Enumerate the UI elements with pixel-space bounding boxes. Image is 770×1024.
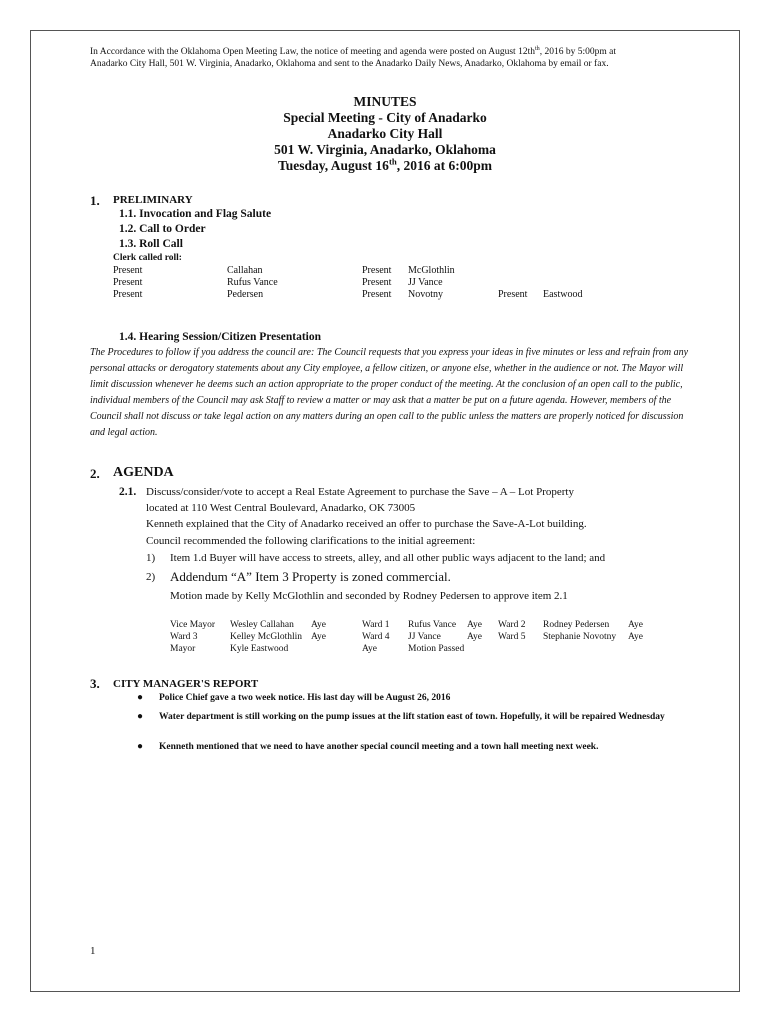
roll-status: Present bbox=[362, 265, 392, 276]
vote-cell: Ward 5 bbox=[498, 632, 526, 642]
vote-cell: Aye bbox=[628, 620, 643, 630]
item-1-1: 1.1. Invocation and Flag Salute bbox=[119, 208, 272, 220]
minutes-title-block bbox=[120, 94, 650, 174]
section2-number: 2. bbox=[90, 466, 100, 481]
item-1-2: 1.2. Call to Order bbox=[119, 223, 206, 235]
roll-status: Present bbox=[113, 289, 143, 300]
vote-cell: Ward 1 bbox=[362, 620, 390, 630]
vote-cell: Kyle Eastwood bbox=[230, 644, 289, 654]
clerk-label: Clerk called roll: bbox=[113, 253, 182, 263]
roll-name: Rufus Vance bbox=[227, 277, 278, 288]
vote-cell: Aye bbox=[311, 632, 326, 642]
item-2-1-line4: Council recommended the following clarifications to the initial agreement: bbox=[146, 535, 476, 547]
notice-line2: Anadarko City Hall, 501 W. Virginia, Anadarko, Oklahoma and sent to the Anadarko Daily News, Anadarko, Oklahoma by email or fax. bbox=[90, 59, 609, 69]
item-1-4-heading: 1.4. Hearing Session/Citizen Presentation bbox=[119, 331, 321, 343]
title-line2: Special Meeting - City of Anadarko bbox=[283, 110, 487, 125]
section1-heading: PRELIMINARY bbox=[113, 194, 193, 206]
section1-number: 1. bbox=[90, 193, 100, 208]
item-2-1-line3: Kenneth explained that the City of Anadarko received an offer to purchase the Save-A-Lot building. bbox=[146, 518, 587, 530]
vote-cell: Rufus Vance bbox=[408, 620, 457, 630]
item-1-3: 1.3. Roll Call bbox=[119, 238, 183, 250]
clarification-1-number: 1) bbox=[146, 552, 156, 564]
title-line3: Anadarko City Hall bbox=[327, 126, 443, 141]
vote-cell: Aye bbox=[628, 632, 643, 642]
item-2-1-line2: located at 110 West Central Boulevard, Anadarko, OK 73005 bbox=[146, 502, 416, 514]
vote-cell: Aye bbox=[311, 620, 326, 630]
roll-name: Novotny bbox=[408, 289, 443, 300]
clarification-2: Addendum “A” Item 3 Property is zoned commercial. bbox=[170, 569, 451, 584]
motion-text: Motion made by Kelly McGlothlin and seconded by Rodney Pedersen to approve item 2.1 bbox=[170, 590, 568, 602]
vote-cell: Aye bbox=[362, 644, 377, 654]
bullet-dot-icon: ● bbox=[137, 741, 144, 752]
notice-line1-sup: th bbox=[534, 45, 540, 52]
roll-status: Present bbox=[362, 277, 392, 288]
vote-cell: Aye bbox=[467, 632, 482, 642]
roll-status: Present bbox=[498, 289, 528, 300]
vote-cell: Vice Mayor bbox=[170, 620, 216, 630]
report-bullet-2: Water department is still working on the pump issues at the lift station east of town. Hopefully, it will be repaired Wednesday bbox=[159, 712, 665, 722]
clarification-2-number: 2) bbox=[146, 571, 156, 583]
roll-status: Present bbox=[113, 265, 143, 276]
notice-line1-a: In Accordance with the Oklahoma Open Meeting Law, the notice of meeting and agenda were posted on August 12th bbox=[90, 47, 535, 57]
roll-name: Eastwood bbox=[543, 289, 583, 300]
vote-cell: Motion Passed bbox=[408, 644, 465, 654]
vote-cell: Aye bbox=[467, 620, 482, 630]
roll-status: Present bbox=[113, 277, 143, 288]
vote-cell: Kelley McGlothlin bbox=[230, 632, 303, 642]
roll-status: Present bbox=[362, 289, 392, 300]
notice-line1-b: , 2016 by 5:00pm at bbox=[539, 47, 617, 57]
roll-name: Callahan bbox=[227, 265, 263, 276]
bullet-dot-icon: ● bbox=[137, 692, 144, 703]
section3-number: 3. bbox=[90, 676, 100, 691]
vote-cell: Wesley Callahan bbox=[230, 620, 294, 630]
report-bullet-3: Kenneth mentioned that we need to have another special council meeting and a town hall meeting next week. bbox=[159, 742, 599, 752]
vote-cell: Ward 2 bbox=[498, 620, 526, 630]
report-bullet-1: Police Chief gave a two week notice. His last day will be August 26, 2016 bbox=[159, 693, 451, 703]
clarification-1: Item 1.d Buyer will have access to streets, alley, and all other public ways adjacent to the land; and bbox=[170, 552, 606, 564]
vote-cell: JJ Vance bbox=[408, 632, 441, 642]
title-line1: MINUTES bbox=[353, 94, 417, 109]
hearing-procedures-text: The Procedures to follow if you address the council are: The Council requests that you express your ideas in five minutes or less and refrain from any personal attacks or derogatory statements about any City employee, a fellow citizen, or anyone else, whether in the audience or not. The Mayor will limit discussion whenever he deems such an action appropriate to the proper conduct of the meeting. At the conclusion of an open call to the public, individual members of the Council may ask Staff to review a matter or may ask that a matter be put on a future agenda. However, members of the Council shall not discuss or take legal action on any matters during an open call to the public unless the matters are properly noticed for discussion and legal action. bbox=[90, 347, 689, 438]
page-number: 1 bbox=[90, 945, 96, 957]
meeting-notice bbox=[90, 46, 690, 70]
vote-cell: Mayor bbox=[170, 644, 196, 654]
section3-heading: CITY MANAGER'S REPORT bbox=[113, 678, 259, 690]
item-2-1-line1: Discuss/consider/vote to accept a Real Estate Agreement to purchase the Save – A – Lot Property bbox=[146, 486, 574, 498]
roll-name: McGlothlin bbox=[408, 265, 455, 276]
bullet-dot-icon: ● bbox=[137, 711, 144, 722]
vote-cell: Ward 4 bbox=[362, 632, 390, 642]
title-line5 bbox=[120, 158, 650, 174]
section2-heading: AGENDA bbox=[113, 465, 174, 480]
title-line4: 501 W. Virginia, Anadarko, Oklahoma bbox=[274, 142, 496, 157]
title-date-a: Tuesday, August 16 bbox=[278, 158, 389, 173]
item-2-1-number: 2.1. bbox=[119, 486, 137, 498]
title-date-sup: th bbox=[388, 156, 397, 167]
vote-cell: Stephanie Novotny bbox=[543, 632, 617, 642]
roll-name: Pedersen bbox=[227, 289, 264, 300]
title-date-b: , 2016 at 6:00pm bbox=[396, 158, 492, 173]
vote-cell: Ward 3 bbox=[170, 632, 198, 642]
roll-name: JJ Vance bbox=[408, 277, 443, 288]
vote-cell: Rodney Pedersen bbox=[543, 620, 610, 630]
